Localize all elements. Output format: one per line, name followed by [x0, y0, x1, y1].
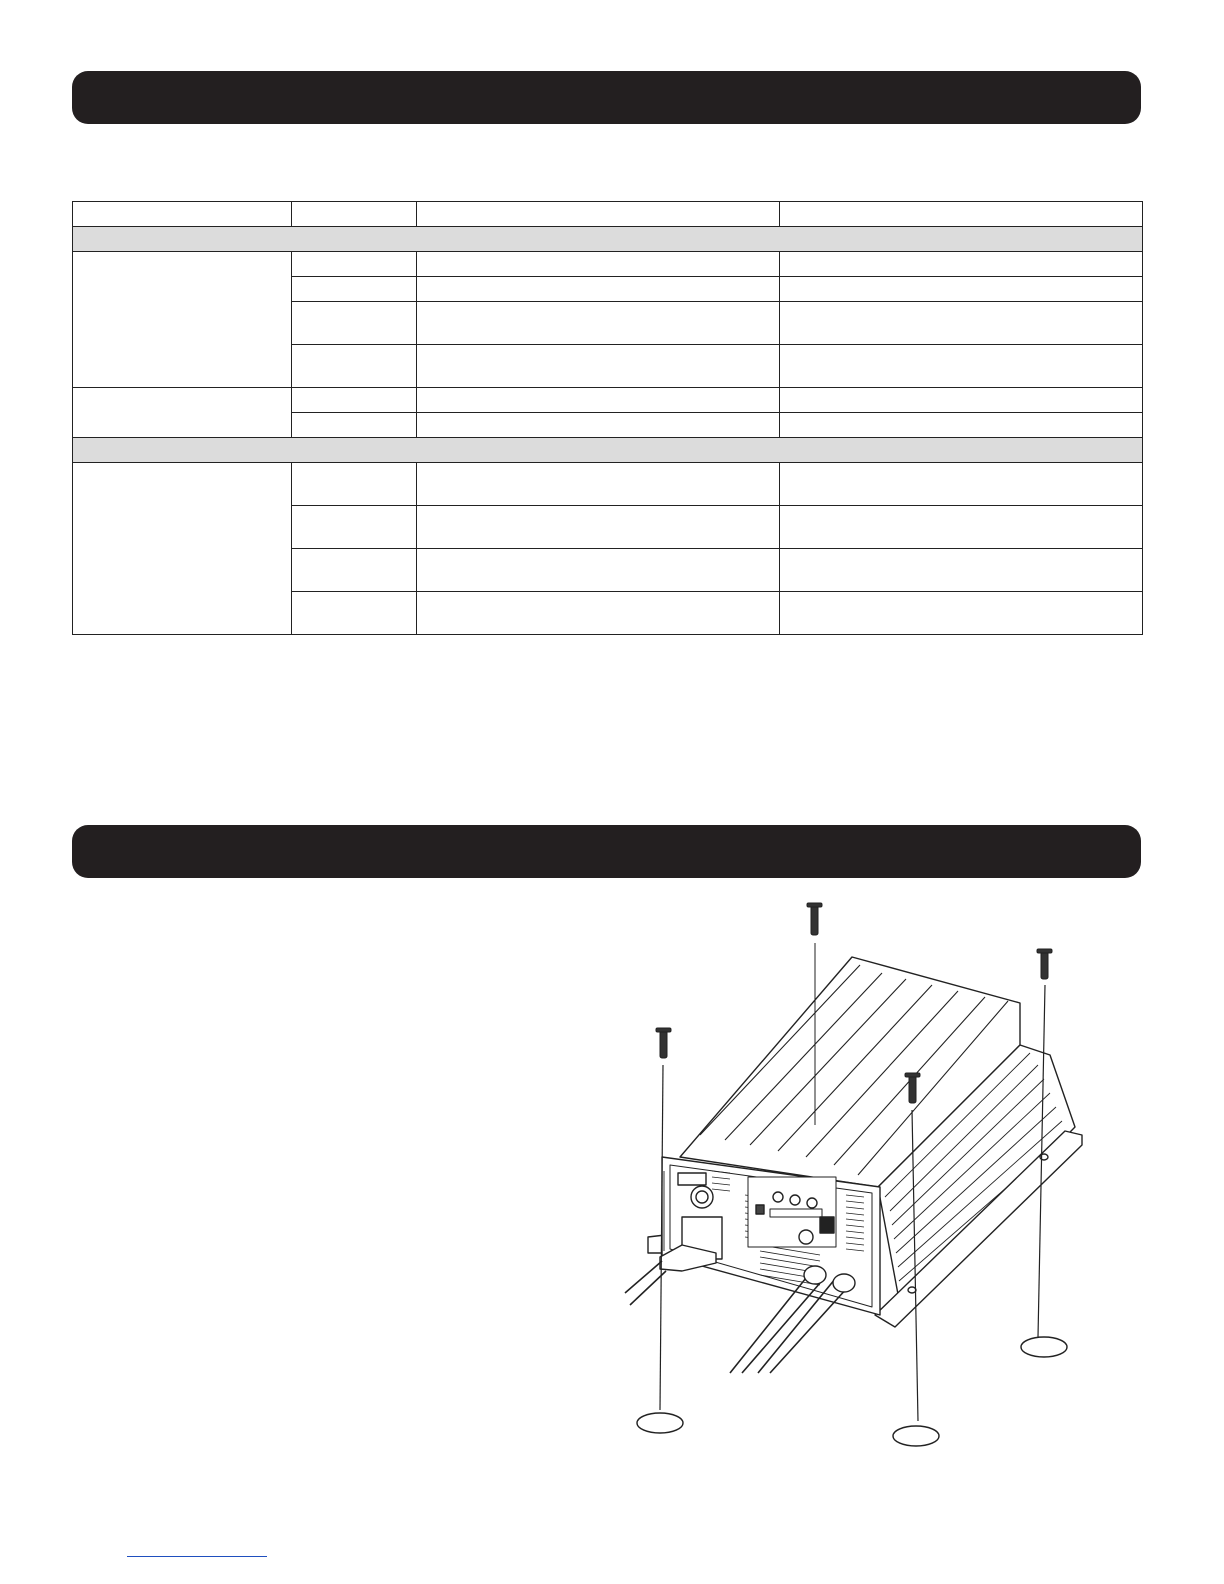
table-cell: [73, 388, 292, 438]
table-cell: [417, 277, 780, 302]
table-cell: [292, 252, 417, 277]
footer-link[interactable]: [127, 1556, 267, 1559]
table-group-row: [73, 438, 1143, 463]
spec-table: [72, 201, 1143, 635]
table-cell: [780, 592, 1143, 635]
table-row: [73, 388, 1143, 413]
table-cell: [780, 463, 1143, 506]
table-group-label: [73, 438, 1143, 463]
table-cell: [780, 506, 1143, 549]
table-cell: [780, 413, 1143, 438]
callout-ellipse: [1021, 1337, 1067, 1357]
inverter-mounting-illustration: [620, 895, 1100, 1455]
screw-icon: [811, 905, 818, 935]
screw-icon: [660, 1030, 667, 1058]
table-cell: [780, 277, 1143, 302]
table-row: [73, 252, 1143, 277]
section-header-2: [72, 825, 1141, 878]
table-header-cell: [73, 202, 292, 227]
table-group-label: [73, 227, 1143, 252]
table-cell: [292, 345, 417, 388]
table-cell: [292, 463, 417, 506]
table-cell: [292, 413, 417, 438]
table-cell: [292, 592, 417, 635]
table-cell: [417, 463, 780, 506]
table-cell: [780, 549, 1143, 592]
table-group-row: [73, 227, 1143, 252]
table-header-cell: [417, 202, 780, 227]
table-cell: [292, 302, 417, 345]
table-row: [73, 463, 1143, 506]
table-cell: [73, 252, 292, 388]
table-cell: [417, 302, 780, 345]
table-cell: [417, 252, 780, 277]
table-cell: [417, 592, 780, 635]
table-cell: [780, 252, 1143, 277]
table-header-row: [73, 202, 1143, 227]
table-cell: [292, 549, 417, 592]
table-cell: [417, 506, 780, 549]
table-cell: [780, 345, 1143, 388]
table-cell: [292, 277, 417, 302]
table-cell: [417, 345, 780, 388]
table-cell: [780, 388, 1143, 413]
table-header-cell: [292, 202, 417, 227]
callout-ellipse: [637, 1413, 683, 1433]
table-cell: [73, 463, 292, 635]
table-cell: [417, 549, 780, 592]
table-header-cell: [780, 202, 1143, 227]
callout-ellipse: [893, 1426, 939, 1446]
table-cell: [292, 388, 417, 413]
section-header-1: [72, 71, 1141, 124]
screw-icon: [909, 1075, 916, 1103]
table-cell: [417, 388, 780, 413]
display-panel: [820, 1217, 834, 1233]
table-cell: [417, 413, 780, 438]
table-cell: [292, 506, 417, 549]
screw-icon: [1041, 951, 1048, 979]
table-cell: [780, 302, 1143, 345]
